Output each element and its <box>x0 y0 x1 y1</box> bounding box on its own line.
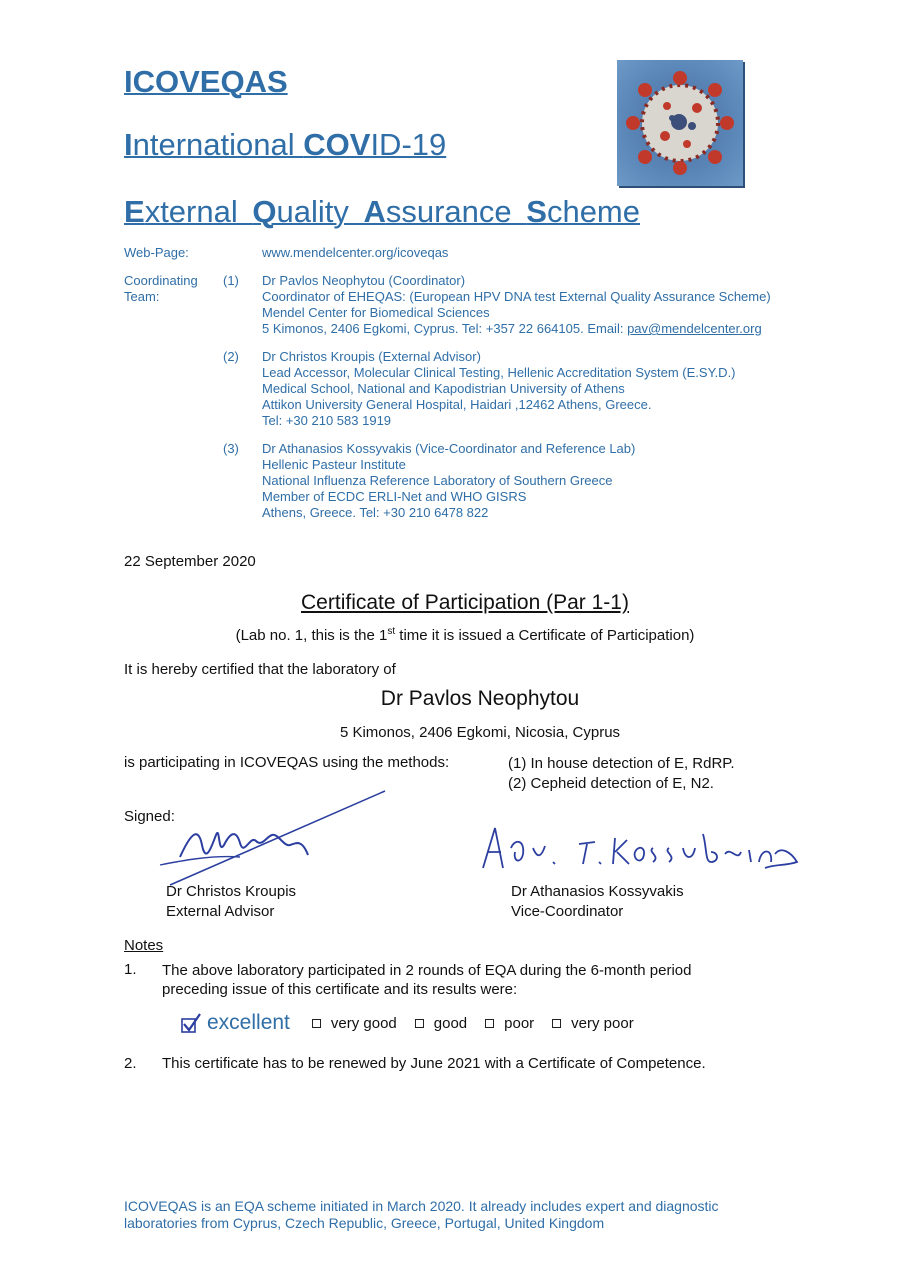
notes-heading: Notes <box>124 937 164 954</box>
rating-very-poor[interactable]: very poor <box>552 1015 634 1032</box>
member-3-number: (3) <box>223 441 239 456</box>
footer-text: ICOVEQAS is an EQA scheme initiated in March 2020. It already includes expert and diagnostic laboratories from Cyprus, Czech Republic, Greece, Portugal, United Kingdom <box>124 1198 719 1231</box>
note-2-text: This certificate has to be renewed by June 2021 with a Certificate of Competence. <box>162 1055 706 1072</box>
coronavirus-image <box>617 60 743 186</box>
participating-text: is participating in ICOVEQAS using the methods: <box>124 754 450 771</box>
scheme-name-line-2: External Quality Assurance Scheme <box>124 194 640 229</box>
member-1-number: (1) <box>223 273 239 288</box>
rating-very-good[interactable]: very good <box>312 1015 397 1032</box>
signatory-left-name: Dr Christos Kroupis <box>166 883 297 900</box>
member-2-number: (2) <box>223 349 239 364</box>
issue-date: 22 September 2020 <box>124 553 256 570</box>
member-1-details: Dr Pavlos Neophytou (Coordinator) Coordinator of EHEQAS: (European HPV DNA test External Quality Assurance Scheme) Mendel Center for Biomedical Sciences 5 Kimonos, 2406 Egkomi, Cyprus. Tel: +357 22 664105. Email: pav@mendelcenter.org <box>262 273 771 336</box>
signatory-left <box>166 882 296 922</box>
hereby-certified-text: It is hereby certified that the laboratory of <box>124 661 396 678</box>
web-page-label: Web-Page: <box>124 245 189 260</box>
signed-label: Signed: <box>124 808 175 825</box>
note-1-number: 1. <box>124 961 137 978</box>
rating-good[interactable]: good <box>415 1015 467 1032</box>
rating-options <box>180 1011 652 1035</box>
member-2-details: Dr Christos Kroupis (External Advisor) Lead Accessor, Molecular Clinical Testing, Hellenic Accreditation System (E.SY.D.) Medical School, National and Kapodistrian University of Athens Attikon University General Hospital, Haidari ,12462 Athens, Greece. Tel: +30 210 583 1919 <box>262 349 736 428</box>
lab-address: 5 Kimonos, 2406 Egkomi, Nicosia, Cyprus <box>339 724 621 741</box>
rating-poor[interactable]: poor <box>485 1015 534 1032</box>
rating-excellent[interactable]: excellent <box>180 1011 290 1035</box>
checkbox-icon <box>552 1019 561 1028</box>
note-1-text: The above laboratory participated in 2 rounds of EQA during the 6-month period preceding issue of this certificate and its results were: <box>162 962 692 998</box>
method-1: (1) In house detection of E, RdRP. <box>508 755 735 772</box>
lab-name: Dr Pavlos Neophytou <box>380 687 580 710</box>
signatory-right-name: Dr Athanasios Kossyvakis <box>511 883 684 900</box>
kossyvakis-signature <box>475 818 805 883</box>
checkbox-icon <box>485 1019 494 1028</box>
signatory-right <box>511 882 684 922</box>
coordinator-email-link[interactable]: pav@mendelcenter.org <box>627 321 762 336</box>
scheme-name-line-1: International COVID-19 <box>124 127 447 162</box>
methods-list <box>508 754 735 794</box>
scheme-acronym: ICOVEQAS <box>124 64 288 99</box>
note-2-number: 2. <box>124 1055 137 1072</box>
method-2: (2) Cepheid detection of E, N2. <box>508 775 714 792</box>
team-label: Coordinating Team: <box>124 273 198 304</box>
member-3-details: Dr Athanasios Kossyvakis (Vice-Coordinator and Reference Lab) Hellenic Pasteur Institute National Influenza Reference Laboratory of Southern Greece Member of ECDC ERLI-Net and WHO GISRS Athens, Greece. Tel: +30 210 6478 822 <box>262 441 636 520</box>
certificate-subtitle: (Lab no. 1, this is the 1st time it is issued a Certificate of Participation) <box>235 626 695 644</box>
signatory-right-role: Vice-Coordinator <box>511 903 624 920</box>
signatory-left-role: External Advisor <box>166 903 275 920</box>
web-page-url[interactable]: www.mendelcenter.org/icoveqas <box>262 245 449 260</box>
checked-box-icon <box>180 1012 202 1034</box>
checkbox-icon <box>312 1019 321 1028</box>
certificate-title: Certificate of Participation (Par 1-1) <box>301 591 629 614</box>
kroupis-signature <box>150 785 395 895</box>
checkbox-icon <box>415 1019 424 1028</box>
